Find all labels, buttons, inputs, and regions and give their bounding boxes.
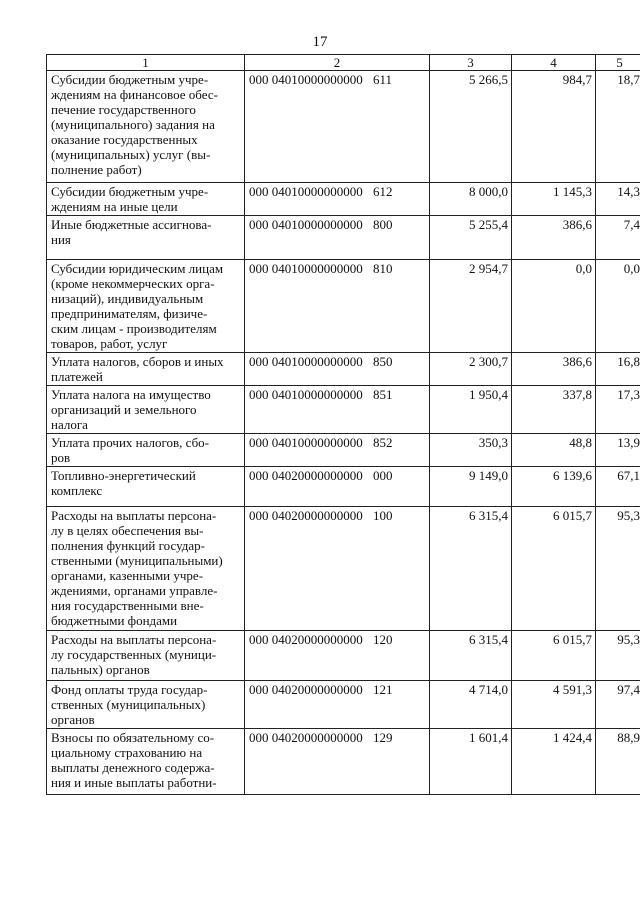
row-plan-cell: 8 000,0 xyxy=(430,183,512,216)
row-percent-cell: 0,0 xyxy=(596,260,640,353)
column-header-1: 1 xyxy=(47,55,245,71)
row-code-cell xyxy=(245,681,430,729)
row-plan-cell: 1 950,4 xyxy=(430,386,512,434)
table-row xyxy=(47,434,640,467)
budget-code: 000 04020000000000 xyxy=(249,508,363,523)
row-plan-cell: 1 601,4 xyxy=(430,729,512,795)
row-plan-cell: 2 300,7 xyxy=(430,353,512,386)
row-fact-cell: 386,6 xyxy=(512,216,596,260)
row-plan-cell: 5 255,4 xyxy=(430,216,512,260)
row-percent-cell: 16,8 xyxy=(596,353,640,386)
table-row xyxy=(47,183,640,216)
row-percent-cell: 88,9 xyxy=(596,729,640,795)
row-plan-cell: 350,3 xyxy=(430,434,512,467)
row-fact-cell: 337,8 xyxy=(512,386,596,434)
page-number: 17 xyxy=(312,34,328,50)
row-fact-cell: 48,8 xyxy=(512,434,596,467)
row-plan-cell: 2 954,7 xyxy=(430,260,512,353)
row-percent-cell: 7,4 xyxy=(596,216,640,260)
row-plan-cell: 6 315,4 xyxy=(430,631,512,681)
column-header-2: 2 xyxy=(245,55,430,71)
budget-code: 000 04010000000000 xyxy=(249,184,363,199)
row-name-cell: Уплата прочих налогов, сбо- ров xyxy=(47,434,245,467)
row-code-cell xyxy=(245,260,430,353)
column-header-4: 4 xyxy=(512,55,596,71)
table-row xyxy=(47,216,640,260)
budget-code: 000 04010000000000 xyxy=(249,435,363,450)
budget-code: 000 04010000000000 xyxy=(249,354,363,369)
row-fact-cell: 6 139,6 xyxy=(512,467,596,507)
expense-type-code: 611 xyxy=(373,72,393,87)
table-row xyxy=(47,467,640,507)
table-row xyxy=(47,729,640,795)
row-fact-cell: 386,6 xyxy=(512,353,596,386)
row-code-cell xyxy=(245,507,430,631)
row-plan-cell: 4 714,0 xyxy=(430,681,512,729)
row-percent-cell: 13,9 xyxy=(596,434,640,467)
column-header-5: 5 xyxy=(596,55,640,71)
row-code-cell xyxy=(245,467,430,507)
row-code-cell xyxy=(245,71,430,183)
header-row xyxy=(47,55,640,71)
expense-type-code: 612 xyxy=(373,184,393,199)
row-name-cell: Топливно-энергетический комплекс xyxy=(47,467,245,507)
row-code-cell xyxy=(245,729,430,795)
row-name-cell: Субсидии бюджетным учре- ждениям на иные цели xyxy=(47,183,245,216)
row-percent-cell: 67,1 xyxy=(596,467,640,507)
row-name-cell: Расходы на выплаты персона- лу в целях обеспечения вы- полнения функций государ- ственными (муниципальными) органами, казенными учре- ждениями, органами управле- ния государственными вне- бюджетными фондами xyxy=(47,507,245,631)
expense-type-code: 120 xyxy=(373,632,393,647)
table-row xyxy=(47,507,640,631)
row-name-cell: Взносы по обязательному со- циальному страхованию на выплаты денежного содержа- ния и иные выплаты работни- xyxy=(47,729,245,795)
row-fact-cell: 6 015,7 xyxy=(512,631,596,681)
budget-code: 000 04020000000000 xyxy=(249,632,363,647)
row-fact-cell: 6 015,7 xyxy=(512,507,596,631)
budget-code: 000 04020000000000 xyxy=(249,730,363,745)
row-percent-cell: 97,4 xyxy=(596,681,640,729)
row-plan-cell: 5 266,5 xyxy=(430,71,512,183)
expense-type-code: 852 xyxy=(373,435,393,450)
expense-type-code: 810 xyxy=(373,261,393,276)
row-percent-cell: 95,3 xyxy=(596,631,640,681)
expense-type-code: 129 xyxy=(373,730,393,745)
row-plan-cell: 6 315,4 xyxy=(430,507,512,631)
row-fact-cell: 1 145,3 xyxy=(512,183,596,216)
row-percent-cell: 17,3 xyxy=(596,386,640,434)
expense-type-code: 851 xyxy=(373,387,393,402)
budget-code: 000 04010000000000 xyxy=(249,72,363,87)
table-row xyxy=(47,386,640,434)
budget-code: 000 04010000000000 xyxy=(249,217,363,232)
table-row xyxy=(47,353,640,386)
row-name-cell: Субсидии бюджетным учре- ждениям на финансовое обес- печение государственного (муниципального) задания на оказание государственных (муниципальных) услуг (вы- полнение работ) xyxy=(47,71,245,183)
expense-type-code: 800 xyxy=(373,217,393,232)
row-percent-cell: 18,7 xyxy=(596,71,640,183)
row-plan-cell: 9 149,0 xyxy=(430,467,512,507)
row-code-cell xyxy=(245,216,430,260)
budget-code: 000 04010000000000 xyxy=(249,387,363,402)
budget-code: 000 04010000000000 xyxy=(249,261,363,276)
expense-type-code: 121 xyxy=(373,682,393,697)
row-fact-cell: 0,0 xyxy=(512,260,596,353)
table-row xyxy=(47,71,640,183)
column-header-3: 3 xyxy=(430,55,512,71)
row-name-cell: Иные бюджетные ассигнова- ния xyxy=(47,216,245,260)
expense-type-code: 850 xyxy=(373,354,393,369)
table-row xyxy=(47,631,640,681)
table-row xyxy=(47,260,640,353)
row-fact-cell: 4 591,3 xyxy=(512,681,596,729)
expense-type-code: 000 xyxy=(373,468,393,483)
row-name-cell: Субсидии юридическим лицам (кроме некоммерческих орга- низаций), индивидуальным предпринимателям, физиче- ским лицам - производителям товаров, работ, услуг xyxy=(47,260,245,353)
row-code-cell xyxy=(245,434,430,467)
row-name-cell: Фонд оплаты труда государ- ственных (муниципальных) органов xyxy=(47,681,245,729)
row-fact-cell: 984,7 xyxy=(512,71,596,183)
row-percent-cell: 95,3 xyxy=(596,507,640,631)
row-percent-cell: 14,3 xyxy=(596,183,640,216)
budget-table xyxy=(46,54,640,795)
row-code-cell xyxy=(245,631,430,681)
expense-type-code: 100 xyxy=(373,508,393,523)
budget-code: 000 04020000000000 xyxy=(249,468,363,483)
row-code-cell xyxy=(245,386,430,434)
row-name-cell: Уплата налогов, сборов и иных платежей xyxy=(47,353,245,386)
row-code-cell xyxy=(245,353,430,386)
row-fact-cell: 1 424,4 xyxy=(512,729,596,795)
table-row xyxy=(47,681,640,729)
budget-code: 000 04020000000000 xyxy=(249,682,363,697)
row-name-cell: Расходы на выплаты персона- лу государственных (муници- пальных) органов xyxy=(47,631,245,681)
row-code-cell xyxy=(245,183,430,216)
row-name-cell: Уплата налога на имущество организаций и земельного налога xyxy=(47,386,245,434)
